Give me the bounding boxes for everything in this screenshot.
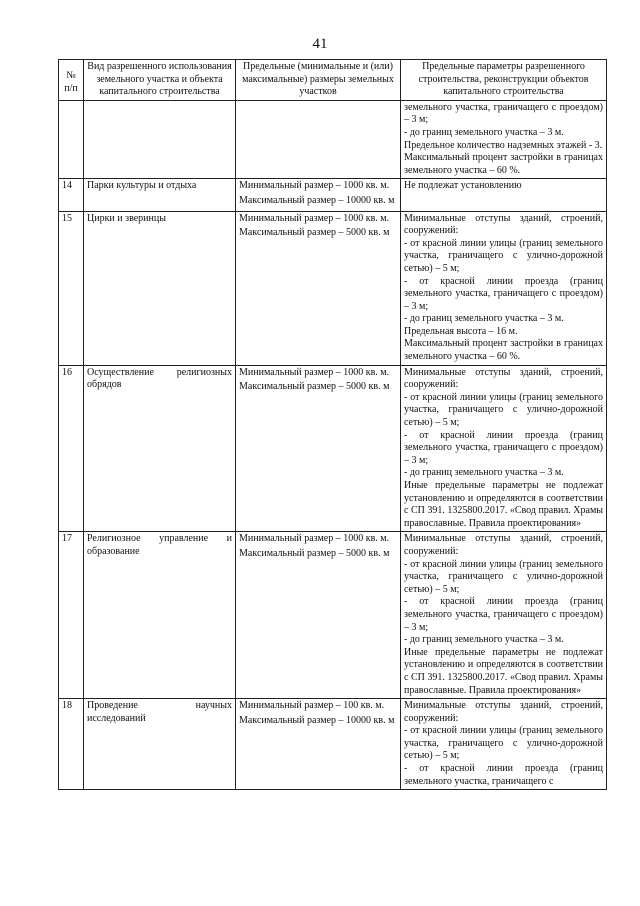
param-line: - от красной линии проезда (границ земельного участка, граничащего с проездом) – 3 м;: [404, 596, 603, 633]
cell-plot-sizes: [236, 365, 401, 532]
param-line: Не подлежат установлению: [404, 180, 522, 192]
param-line: Максимальный процент застройки в границах земельного участка – 60 %.: [404, 338, 603, 363]
table-row: [59, 211, 607, 365]
cell-plot-sizes: [236, 532, 401, 699]
size-line: Минимальный размер – 1000 кв. м.: [239, 180, 390, 192]
param-line: Предельное количество надземных этажей - 3.: [404, 139, 603, 151]
param-line: Максимальный процент застройки в границах земельного участка – 60 %.: [404, 152, 603, 176]
table-row-continuation: [59, 100, 607, 179]
param-line: - от красной линии проезда (границ земельного участка, граничащего с проездом) – 3 м;: [404, 275, 603, 312]
cell-construction-params: [401, 532, 607, 699]
cell-number: 15: [59, 211, 84, 365]
table-row: [59, 179, 607, 211]
cell-use-type: Парки культуры и отдыха: [84, 179, 236, 211]
cell-use-type: Цирки и зверинцы: [84, 211, 236, 365]
cell-use-type: Проведение научных исследований: [84, 699, 236, 790]
param-line: Иные предельные параметры не подлежат установлению и определяются в соответствии с СП 391. 1325800.2017. «Свод правил. Храмы православные. Правила проектирования»: [404, 646, 604, 696]
param-line: - от красной линии улицы (границ земельного участка, граничащего с улично-дорожной сетью) – 5 м;: [404, 391, 603, 429]
zoning-regulations-table: [58, 59, 607, 790]
param-line: - от красной линии проезда (границ земельного участка, граничащего с проездом) – 3 м;: [404, 429, 603, 466]
cell-construction-params: [401, 699, 607, 790]
param-line: - до границ земельного участка – 3 м.: [404, 126, 564, 138]
cell-number: 16: [59, 365, 84, 532]
param-line: - от красной линии улицы (границ земельного участка, граничащего с улично-дорожной сетью) – 5 м;: [404, 558, 603, 595]
cell-use-type: [84, 100, 236, 179]
param-line: Предельная высота – 16 м.: [404, 325, 518, 337]
cell-construction-params: [401, 365, 607, 532]
size-line: Минимальный размер – 1000 кв. м.: [239, 533, 390, 545]
cell-number: [59, 100, 84, 179]
table-row: [59, 365, 607, 532]
size-line: Максимальный размер – 5000 кв. м: [239, 227, 390, 239]
param-line: - от красной линии улицы (границ земельного участка, граничащего с улично-дорожной сетью) – 5 м;: [404, 237, 603, 274]
table-header-row: [59, 60, 607, 101]
header-use-type: Вид разрешенного использования земельного участка и объекта капитального строительства: [84, 60, 236, 101]
table-row: [59, 532, 607, 699]
size-line: Максимальный размер – 10000 кв. м: [239, 194, 395, 206]
size-line: Минимальный размер – 1000 кв. м.: [239, 366, 390, 378]
size-line: Минимальный размер – 100 кв. м.: [239, 700, 385, 712]
cell-use-type: Религиозное управление и образование: [84, 532, 236, 699]
page-number: 41: [312, 36, 328, 52]
cell-construction-params: [401, 211, 607, 365]
param-line: - до границ земельного участка – 3 м.: [404, 467, 564, 479]
cell-number: 14: [59, 179, 84, 211]
cell-use-type: Осуществление религиозных обрядов: [84, 365, 236, 532]
param-line: Минимальные отступы зданий, строений, сооружений:: [404, 212, 603, 237]
size-line: Минимальный размер – 1000 кв. м.: [239, 212, 390, 224]
cell-construction-params: [401, 179, 607, 211]
param-line: - от красной линии улицы (границ земельного участка, граничащего с улично-дорожной сетью) – 5 м;: [404, 725, 603, 762]
cell-number: 18: [59, 699, 84, 790]
header-construction-params: Предельные параметры разрешенного строительства, реконструкции объектов капитального строительства: [401, 60, 607, 101]
param-line: Иные предельные параметры не подлежат установлению и определяются в соответствии с СП 391. 1325800.2017. «Свод правил. Храмы православные. Правила проектирования»: [404, 480, 604, 529]
param-line: земельного участка, граничащего с проездом) – 3 м;: [404, 101, 603, 126]
cell-plot-sizes: [236, 100, 401, 179]
header-plot-sizes: Предельные (минимальные и (или) максимальные) размеры земельных участков: [236, 60, 401, 101]
cell-plot-sizes: [236, 211, 401, 365]
param-line: Минимальные отступы зданий, строений, сооружений:: [404, 700, 603, 724]
cell-number: 17: [59, 532, 84, 699]
cell-plot-sizes: [236, 179, 401, 211]
param-line: - до границ земельного участка – 3 м.: [404, 634, 564, 646]
table-row: [59, 699, 607, 790]
param-line: Минимальные отступы зданий, строений, сооружений:: [404, 366, 603, 391]
cell-construction-params: [401, 100, 607, 179]
size-line: Максимальный размер – 10000 кв. м: [239, 714, 395, 726]
param-line: Минимальные отступы зданий, строений, сооружений:: [404, 533, 603, 557]
header-number: № п/п: [59, 60, 84, 101]
param-line: - до границ земельного участка – 3 м.: [404, 313, 564, 325]
cell-plot-sizes: [236, 699, 401, 790]
size-line: Максимальный размер – 5000 кв. м: [239, 381, 390, 393]
param-line: - от красной линии проезда (границ земельного участка, граничащего с: [404, 763, 603, 787]
size-line: Максимальный размер – 5000 кв. м: [239, 547, 390, 559]
